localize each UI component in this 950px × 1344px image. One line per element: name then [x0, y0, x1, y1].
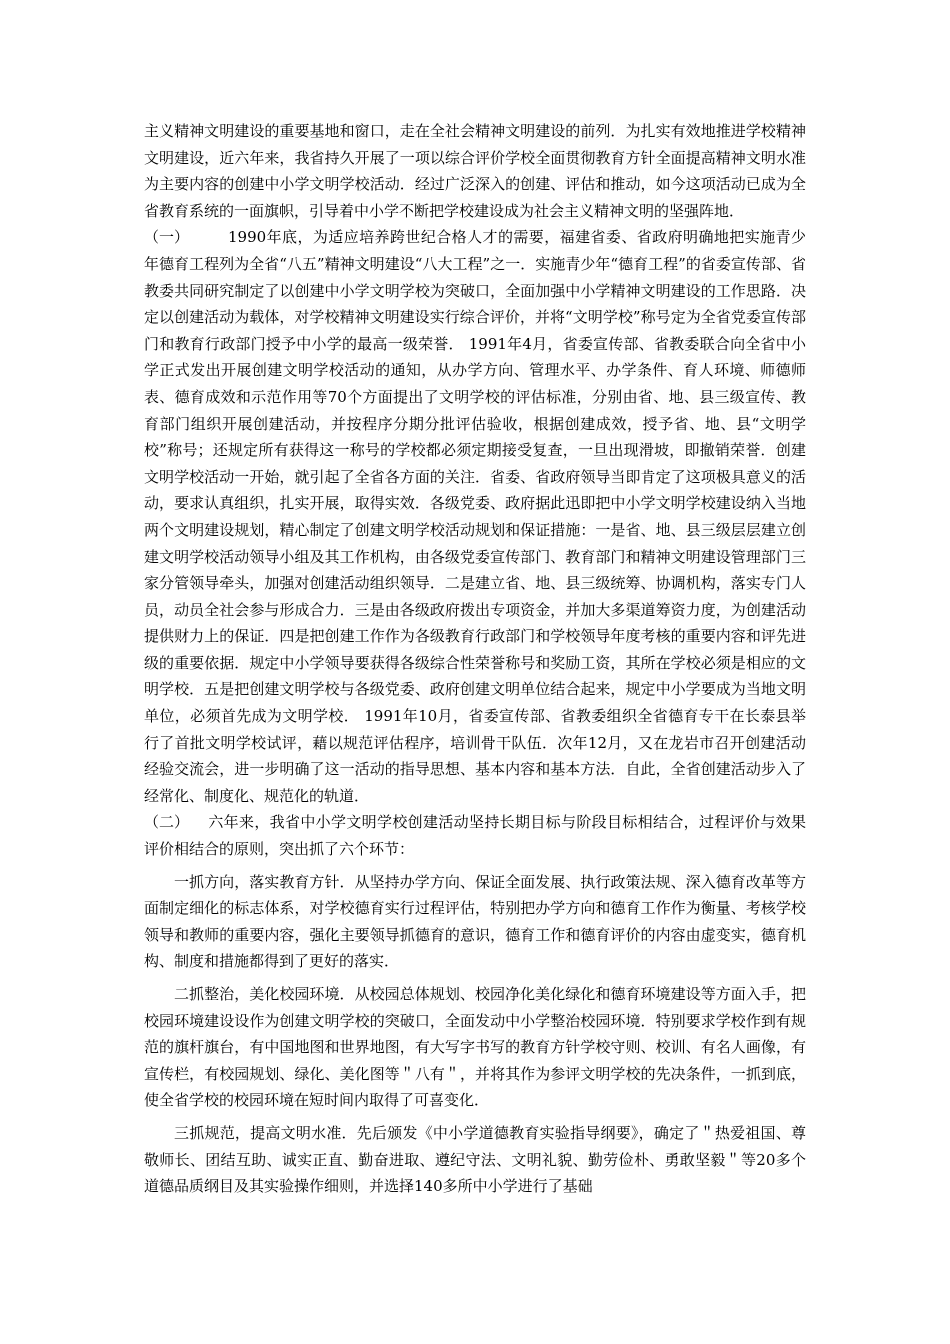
- section-two-text: 六年来，我省中小学文明学校创建活动坚持长期目标与阶段目标相结合，过程评价与效果评价相结合的原则，突出抓了六个环节：: [144, 813, 806, 859]
- paragraph-standards: 三抓规范，提高文明水准．先后颁发《中小学道德教育实验指导纲要》，确定了＂热爱祖国、尊敬师长、团结互助、诚实正直、勤奋进取、遵纪守法、文明礼貌、勤劳俭朴、勇敢坚毅＂等20多个道德品质纲目及其实验操作细则，并选择140多所中小学进行了基础: [144, 1123, 806, 1196]
- section-one-text: 1990年底，为适应培养跨世纪合格人才的需要，福建省委、省政府明确地把实施青少年德育工程列为全省“八五”精神文明建设“八大工程”之一．实施青少年“德育工程”的省委宣传部、省教委共同研究制定了以创建中小学文明学校为突破口，全面加强中小学精神文明建设的工作思路．决定以创建活动为载体，对学校精神文明建设实行综合评价，并将“文明学校”称号定为全省党委宣传部门和教育行政部门授予中小学的最高一级荣誉． 1991年4月，省委宣传部、省教委联合向全省中小学正式发出开展创建文明学校活动的通知，从办学方向、管理水平、办学条件、育人环境、师德师表、德育成效和示范作用等70个方面提出了文明学校的评估标准，分别由省、地、县三级宣传、教育部门组织开展创建活动，并按程序分期分批评估验收，根据创建成效，授予省、地、县“文明学校”称号；还规定所有获得这一称号的学校都必须定期接受复查，一旦出现滑坡，即撤销荣誉．创建文明学校活动一开始，就引起了全省各方面的关注．省委、省政府领导当即肯定了这项极具意义的活动，要求认真组织，扎实开展，取得实效．各级党委、政府据此迅即把中小学文明学校建设纳入当地两个文明建设规划，精心制定了创建文明学校活动规划和保证措施：一是省、地、县三级层层建立创建文明学校活动领导小组及其工作机构，由各级党委宣传部门、教育部门和精神文明建设管理部门三家分管领导牵头，加强对创建活动组织领导．二是建立省、地、县三级统筹、协调机构，落实专门人员，动员全社会参与形成合力．三是由各级政府拨出专项资金，并加大多渠道筹资力度，为创建活动提供财力上的保证．四是把创建工作作为各级教育行政部门和学校领导年度考核的重要内容和评先进级的重要依据．规定中小学领导要获得各级综合性荣誉称号和奖励工资，其所在学校必须是相应的文明学校．五是把创建文明学校与各级党委、政府创建文明单位结合起来，规定中小学要成为当地文明单位，必须首先成为文明学校． 1991年10月，省委宣传部、省教委组织全省德育专干在长泰县举行了首批文明学校试评，藉以规范评估程序，培训骨干队伍．次年12月，又在龙岩市召开创建活动经验交流会，进一步明确了这一活动的指导思想、基本内容和基本方法．自此，全省创建活动步入了经常化、制度化、规范化的轨道．: [144, 228, 806, 805]
- intro-paragraph: 主义精神文明建设的重要基地和窗口，走在全社会精神文明建设的前列．为扎实有效地推进学校精神文明建设，近六年来，我省持久开展了一项以综合评价学校全面贯彻教育方针全面提高精神文明水准为主要内容的创建中小学文明学校活动．经过广泛深入的创建、评估和推动，如今这项活动已成为全省教育系统的一面旗帜，引导着中小学不断把学校建设成为社会主义精神文明的坚强阵地．: [144, 122, 806, 220]
- section-two-label: （二）: [144, 813, 190, 832]
- paragraph-environment: 二抓整治，美化校园环境．从校园总体规划、校园净化美化绿化和德育环境建设等方面入手，把校园环境建设设作为创建文明学校的突破口，全面发动中小学整治校园环境．特别要求学校作到有规范的旗杆旗台，有中国地图和世界地图，有大写字书写的教育方针学校守则、校训、有名人画像，有宣传栏，有校园规划、绿化、美化图等＂八有＂，并将其作为参评文明学校的先决条件，一抓到底，使全省学校的校园环境在短时间内取得了可喜变化．: [144, 985, 806, 1110]
- section-one-label: （一）: [144, 228, 190, 247]
- section-two-paragraph: [144, 809, 806, 862]
- paragraph-direction: 一抓方向，落实教育方针．从坚持办学方向、保证全面发展、执行政策法规、深入德育改革等方面制定细化的标志体系，对学校德育实行过程评估，特别把办学方向和德育工作作为衡量、考核学校领导和教师的重要内容，强化主要领导抓德育的意识，德育工作和德育评价的内容由虚变实，德育机构、制度和措施都得到了更好的落实．: [144, 872, 806, 971]
- document-body: [144, 118, 806, 1200]
- section-one-paragraph: [144, 224, 806, 809]
